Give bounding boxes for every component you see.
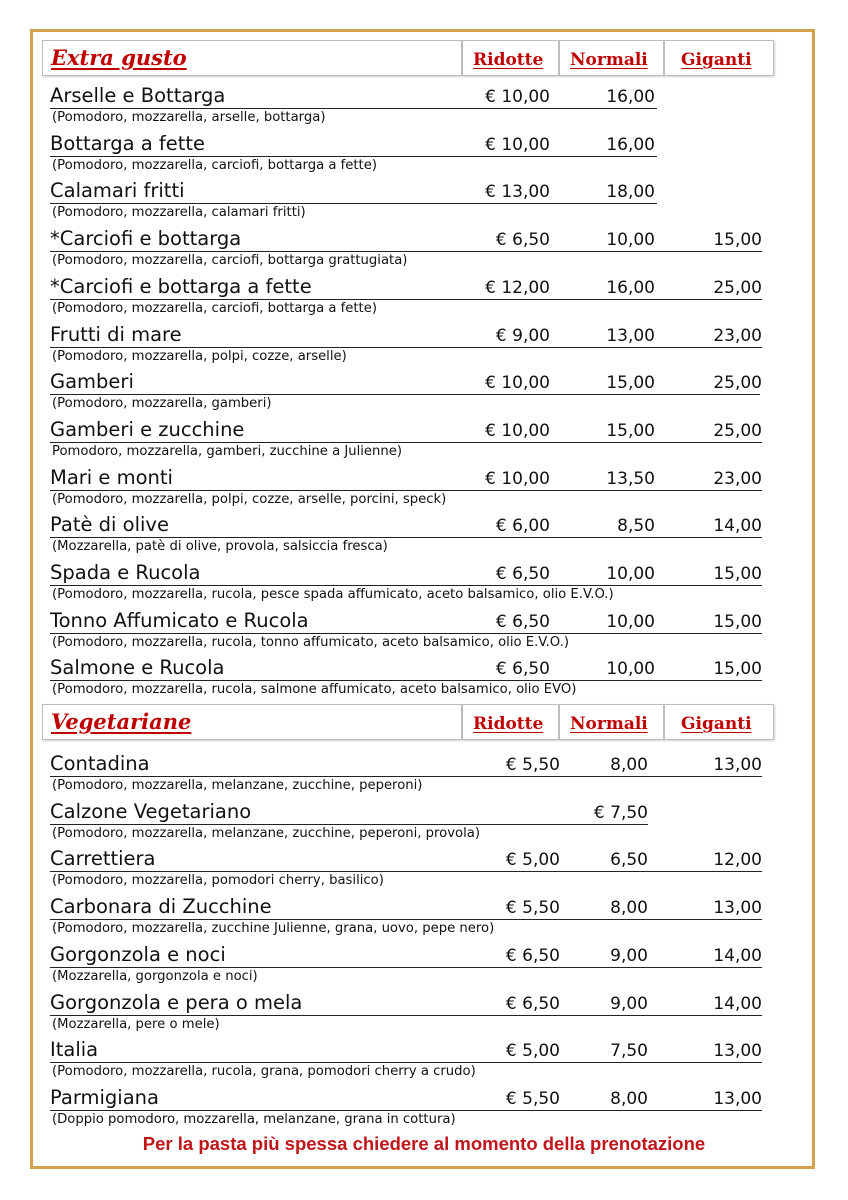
menu-item-row [50, 179, 770, 225]
menu-item-row [50, 1038, 770, 1084]
price-normali: 10,00 [606, 564, 655, 584]
item-underline [50, 347, 762, 348]
item-name: Arselle e Bottarga [50, 84, 226, 107]
item-description: (Pomodoro, mozzarella, polpi, cozze, arselle) [52, 349, 347, 364]
price-ridotte: € 6,50 [495, 230, 550, 250]
item-name: Frutti di mare [50, 323, 182, 346]
item-underline [50, 1062, 762, 1063]
item-name: Patè di olive [50, 513, 169, 536]
price-ridotte: € 10,00 [485, 87, 550, 107]
price-normali: 13,50 [606, 469, 655, 489]
price-giganti: 23,00 [713, 469, 762, 489]
item-description: (Pomodoro, mozzarella, carciofi, bottarga a fette) [52, 158, 377, 173]
item-name: Gorgonzola e pera o mela [50, 991, 303, 1014]
price-ridotte: € 6,50 [495, 564, 550, 584]
price-giganti: 15,00 [713, 659, 762, 679]
item-name: Tonno Affumicato e Rucola [50, 609, 309, 632]
menu-item-row [50, 1086, 770, 1132]
price-normali: 6,50 [610, 850, 648, 870]
item-description: (Pomodoro, mozzarella, gamberi) [52, 396, 272, 411]
price-normali: 15,00 [606, 373, 655, 393]
item-underline [50, 1110, 762, 1111]
price-normali: 8,00 [610, 1089, 648, 1109]
item-description: (Doppio pomodoro, mozzarella, melanzane, grana in cottura) [52, 1112, 456, 1127]
menu-item-row [50, 84, 770, 130]
price-giganti: 23,00 [713, 326, 762, 346]
menu-item-row [50, 561, 770, 607]
section-title: Vegetariane [51, 709, 192, 734]
price-normali: 13,00 [606, 326, 655, 346]
price-normali: 10,00 [606, 659, 655, 679]
item-underline [50, 1015, 762, 1016]
price-giganti: 13,00 [713, 1089, 762, 1109]
item-description: (Mozzarella, patè di olive, provola, salsiccia fresca) [52, 539, 388, 554]
item-name: Calamari fritti [50, 179, 185, 202]
menu-item-row [50, 656, 770, 702]
menu-item-row [50, 132, 770, 178]
col-header-normali [559, 704, 664, 740]
price-normali: 9,00 [610, 994, 648, 1014]
item-description: (Pomodoro, mozzarella, carciofi, bottarga grattugiata) [52, 253, 408, 268]
menu-item-row [50, 752, 770, 798]
price-ridotte: € 5,00 [505, 1041, 560, 1061]
price-giganti: 15,00 [713, 230, 762, 250]
menu-item-row [50, 275, 770, 321]
price-ridotte: € 6,50 [505, 994, 560, 1014]
item-name: Bottarga a fette [50, 132, 206, 155]
item-description: (Pomodoro, mozzarella, melanzane, zucchine, peperoni) [52, 778, 423, 793]
price-ridotte: € 10,00 [485, 469, 550, 489]
price-ridotte: € 6,50 [505, 946, 560, 966]
item-underline [50, 680, 762, 681]
item-name: Spada e Rucola [50, 561, 201, 584]
menu-item-row [50, 370, 770, 416]
col-ridotte-label: Ridotte [473, 50, 544, 70]
item-underline [50, 299, 762, 300]
price-normali: 8,00 [610, 755, 648, 775]
item-underline [50, 251, 762, 252]
col-normali-label: Normali [570, 50, 648, 70]
price-giganti: 14,00 [713, 994, 762, 1014]
menu-item-row [50, 943, 770, 989]
col-header-ridotte [462, 40, 559, 76]
price-ridotte: € 5,00 [505, 850, 560, 870]
menu-item-row [50, 800, 770, 846]
item-underline [50, 442, 762, 443]
menu-item-row [50, 227, 770, 273]
item-description: (Pomodoro, mozzarella, rucola, pesce spada affumicato, aceto balsamico, olio E.V.O.) [52, 587, 614, 602]
item-description: Pomodoro, mozzarella, gamberi, zucchine a Julienne) [52, 444, 403, 459]
item-underline [50, 108, 657, 109]
col-header-giganti [664, 704, 774, 740]
item-name: Mari e monti [50, 466, 173, 489]
section-title: Extra gusto [51, 45, 187, 70]
item-description: (Pomodoro, mozzarella, zucchine Julienne, grana, uovo, pepe nero) [52, 921, 495, 936]
item-name: Italia [50, 1038, 99, 1061]
item-description: (Mozzarella, gorgonzola e noci) [52, 969, 258, 984]
price-ridotte: € 10,00 [485, 421, 550, 441]
price-normali: 16,00 [606, 135, 655, 155]
price-normali: 16,00 [606, 278, 655, 298]
price-ridotte: € 6,50 [495, 612, 550, 632]
price-giganti: 15,00 [713, 564, 762, 584]
menu-item-row [50, 418, 770, 464]
item-underline [50, 824, 648, 825]
price-giganti: 13,00 [713, 1041, 762, 1061]
menu-item-row [50, 991, 770, 1037]
price-giganti: 15,00 [713, 612, 762, 632]
section-header-vegetariane [42, 704, 462, 740]
section-header-extra-gusto [42, 40, 462, 76]
item-description: (Pomodoro, mozzarella, melanzane, zucchine, peperoni, provola) [52, 826, 480, 841]
item-underline [50, 633, 762, 634]
price-ridotte: € 6,50 [495, 659, 550, 679]
price-normali: 8,50 [617, 516, 655, 536]
footer-note: Per la pasta più spessa chiedere al momento della prenotazione [142, 1133, 706, 1154]
col-ridotte-label: Ridotte [473, 714, 544, 734]
item-name: Calzone Vegetariano [50, 800, 252, 823]
price-giganti: 14,00 [713, 946, 762, 966]
menu-item-row [50, 513, 770, 559]
menu-item-row [50, 609, 770, 655]
col-giganti-label: Giganti [681, 50, 752, 70]
price-ridotte: € 9,00 [495, 326, 550, 346]
item-name: Gamberi e zucchine [50, 418, 245, 441]
price-ridotte: € 5,50 [505, 755, 560, 775]
item-description: (Pomodoro, mozzarella, calamari fritti) [52, 205, 306, 220]
item-underline [50, 156, 657, 157]
price-ridotte: € 10,00 [485, 135, 550, 155]
item-underline [50, 203, 657, 204]
col-giganti-label: Giganti [681, 714, 752, 734]
price-ridotte: € 10,00 [485, 373, 550, 393]
item-description: (Pomodoro, mozzarella, polpi, cozze, arselle, porcini, speck) [52, 492, 447, 507]
col-normali-label: Normali [570, 714, 648, 734]
item-name: Parmigiana [50, 1086, 159, 1109]
item-name: Contadina [50, 752, 150, 775]
item-description: (Pomodoro, mozzarella, rucola, salmone affumicato, aceto balsamico, olio EVO) [52, 682, 577, 697]
price-ridotte: € 5,50 [505, 1089, 560, 1109]
col-header-giganti [664, 40, 774, 76]
item-name: Carbonara di Zucchine [50, 895, 272, 918]
item-description: (Pomodoro, mozzarella, rucola, tonno affumicato, aceto balsamico, olio E.V.O.) [52, 635, 569, 650]
menu-item-row [50, 847, 770, 893]
price-giganti: 25,00 [713, 278, 762, 298]
item-description: (Pomodoro, mozzarella, rucola, grana, pomodori cherry a crudo) [52, 1064, 476, 1079]
item-name: *Carciofi e bottarga a fette [50, 275, 312, 298]
price-ridotte: € 13,00 [485, 182, 550, 202]
price-normali: 10,00 [606, 230, 655, 250]
item-underline [50, 919, 762, 920]
item-underline [50, 394, 760, 395]
item-description: (Pomodoro, mozzarella, carciofi, bottarga a fette) [52, 301, 377, 316]
item-name: *Carciofi e bottarga [50, 227, 242, 250]
item-description: (Pomodoro, mozzarella, pomodori cherry, basilico) [52, 873, 384, 888]
price-giganti: 12,00 [713, 850, 762, 870]
price-ridotte: € 12,00 [485, 278, 550, 298]
col-header-ridotte [462, 704, 559, 740]
price-normali: 18,00 [606, 182, 655, 202]
item-underline [50, 776, 762, 777]
item-description: (Pomodoro, mozzarella, arselle, bottarga) [52, 110, 326, 125]
col-header-normali [559, 40, 664, 76]
item-description: (Mozzarella, pere o mele) [52, 1017, 220, 1032]
price-normali: 10,00 [606, 612, 655, 632]
price-giganti: 25,00 [713, 421, 762, 441]
menu-item-row [50, 895, 770, 941]
price-ridotte: € 5,50 [505, 898, 560, 918]
price-normali: 8,00 [610, 898, 648, 918]
item-name: Carrettiera [50, 847, 156, 870]
price-normali: 15,00 [606, 421, 655, 441]
price-giganti: 13,00 [713, 898, 762, 918]
menu-item-row [50, 466, 770, 512]
item-name: Gamberi [50, 370, 134, 393]
item-underline [50, 537, 762, 538]
item-name: Salmone e Rucola [50, 656, 225, 679]
price-ridotte: € 6,00 [495, 516, 550, 536]
item-name: Gorgonzola e noci [50, 943, 226, 966]
price-giganti: 25,00 [713, 373, 762, 393]
item-underline [50, 871, 762, 872]
item-underline [50, 585, 762, 586]
price-normali: 7,50 [610, 1041, 648, 1061]
price-normali: € 7,50 [593, 803, 648, 823]
item-underline [50, 490, 762, 491]
item-underline [50, 967, 762, 968]
price-normali: 9,00 [610, 946, 648, 966]
price-giganti: 14,00 [713, 516, 762, 536]
price-normali: 16,00 [606, 87, 655, 107]
price-giganti: 13,00 [713, 755, 762, 775]
menu-item-row [50, 323, 770, 369]
